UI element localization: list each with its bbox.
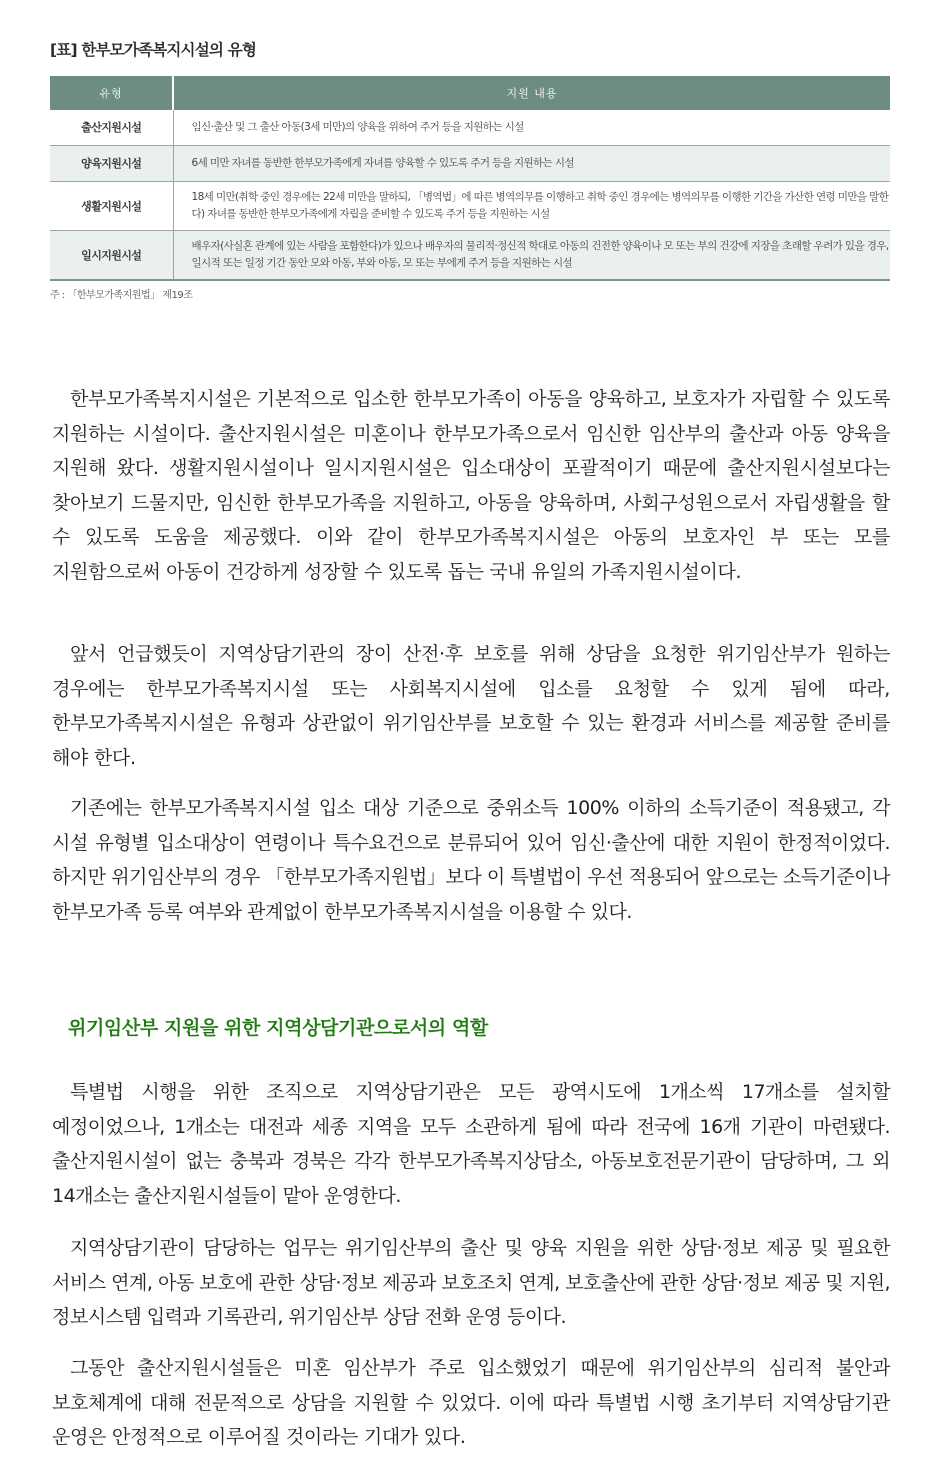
row-type: 양육지원시설 [50,146,173,182]
section-heading: 위기임산부 지원을 위한 지역상담기관으로서의 역할 [68,1017,488,1039]
table-row [50,146,890,182]
body-paragraph: 지역상담기관이 담당하는 업무는 위기임산부의 출산 및 양육 지원을 위한 상담·정보 제공 및 필요한 서비스 연계, 아동 보호에 관한 상담·정보 제공과 보호조치 연계, 보호출산에 관한 상담·정보 제공 및 지원, 정보시스템 입력과 기록관리, 위기임산부 상담 전화 운영 등이다. [52,1237,890,1328]
table-header-row [50,76,890,110]
table-row [50,231,890,281]
row-type: 일시지원시설 [50,231,173,281]
body-paragraph: 앞서 언급했듯이 지역상담기관의 장이 산전·후 보호를 위해 상담을 요청한 위기임산부가 원하는 경우에는 한부모가족복지시설 또는 사회복지시설에 입소를 요청할 수 있게 됨에 따라, 한부모가족복지시설은 유형과 상관없이 위기임산부를 보호할 수 있는 환경과 서비스를 제공할 준비를 해야 한다. [52,643,890,769]
row-type: 생활지원시설 [50,182,173,231]
body-paragraph: 기존에는 한부모가족복지시설 입소 대상 기준으로 중위소득 100% 이하의 소득기준이 적용됐고, 각 시설 유형별 입소대상이 연령이나 특수요건으로 분류되어 있어 임신·출산에 대한 지원이 한정적이었다. 하지만 위기임산부의 경우 「한부모가족지원법」보다 이 특별법이 우선 적용되어 앞으로는 소득기준이나 한부모가족 등록 여부와 관계없이 한부모가족복지시설을 이용할 수 있다. [52,797,890,923]
row-type: 출산지원시설 [50,110,173,146]
row-desc: 18세 미만(취학 중인 경우에는 22세 미만을 말하되, 「병역법」에 따른 병역의무를 이행하고 취학 중인 경우에는 병역의무를 이행한 기간을 가산한 연령 미만을 말한다) 자녀를 동반한 한부모가족에게 자립을 준비할 수 있도록 주거 등을 지원하는 시설 [173,182,890,231]
table-row [50,182,890,231]
body-paragraph: 그동안 출산지원시설들은 미혼 임산부가 주로 입소했었기 때문에 위기임산부의 심리적 불안과 보호체계에 대해 전문적으로 상담을 지원할 수 있었다. 이에 따라 특별법 시행 초기부터 지역상담기관 운영은 안정적으로 이루어질 것이라는 기대가 있다. [52,1357,890,1448]
table-row [50,110,890,146]
header-content: 지원 내용 [173,76,890,110]
body-paragraph: 특별법 시행을 위한 조직으로 지역상담기관은 모든 광역시도에 1개소씩 17개소를 설치할 예정이었으나, 1개소는 대전과 세종 지역을 모두 소관하게 됨에 따라 전국에 16개 기관이 마련됐다. 출산지원시설이 없는 충북과 경북은 각각 한부모가족복지상담소, 아동보호전문기관이 담당하며, 그 외 14개소는 출산지원시설들이 맡아 운영한다. [52,1081,890,1207]
body-paragraph: 한부모가족복지시설은 기본적으로 입소한 한부모가족이 아동을 양육하고, 보호자가 자립할 수 있도록 지원하는 시설이다. 출산지원시설은 미혼이나 한부모가족으로서 임신한 임산부의 출산과 아동 양육을 지원해 왔다. 생활지원시설이나 일시지원시설은 입소대상이 포괄적이기 때문에 출산지원시설보다는 찾아보기 드물지만, 임신한 한부모가족을 지원하고, 아동을 양육하며, 사회구성원으로서 자립생활을 할 수 있도록 도움을 제공했다. 이와 같이 한부모가족복지시설은 아동의 보호자인 부 또는 모를 지원함으로써 아동이 건강하게 성장할 수 있도록 돕는 국내 유일의 가족지원시설이다. [52,388,890,583]
row-desc: 6세 미만 자녀를 동반한 한부모가족에게 자녀를 양육할 수 있도록 주거 등을 지원하는 시설 [173,146,890,182]
header-type: 유형 [50,76,173,110]
table-source-note: 주 : 「한부모가족지원법」 제19조 [50,290,193,301]
table-title: [표] 한부모가족복지시설의 유형 [50,41,257,59]
row-desc: 배우자(사실혼 관계에 있는 사람을 포함한다)가 있으나 배우자의 물리적·정신적 학대로 아동의 건전한 양육이나 모 또는 부의 건강에 지장을 초래할 우려가 있을 경우, 일시적 또는 일정 기간 동안 모와 아동, 부와 아동, 모 또는 부에게 주거 등을 지원하는 시설 [173,231,890,281]
row-desc: 임신·출산 및 그 출산 아동(3세 미만)의 양육을 위하여 주거 등을 지원하는 시설 [173,110,890,146]
facility-types-table [50,76,890,281]
